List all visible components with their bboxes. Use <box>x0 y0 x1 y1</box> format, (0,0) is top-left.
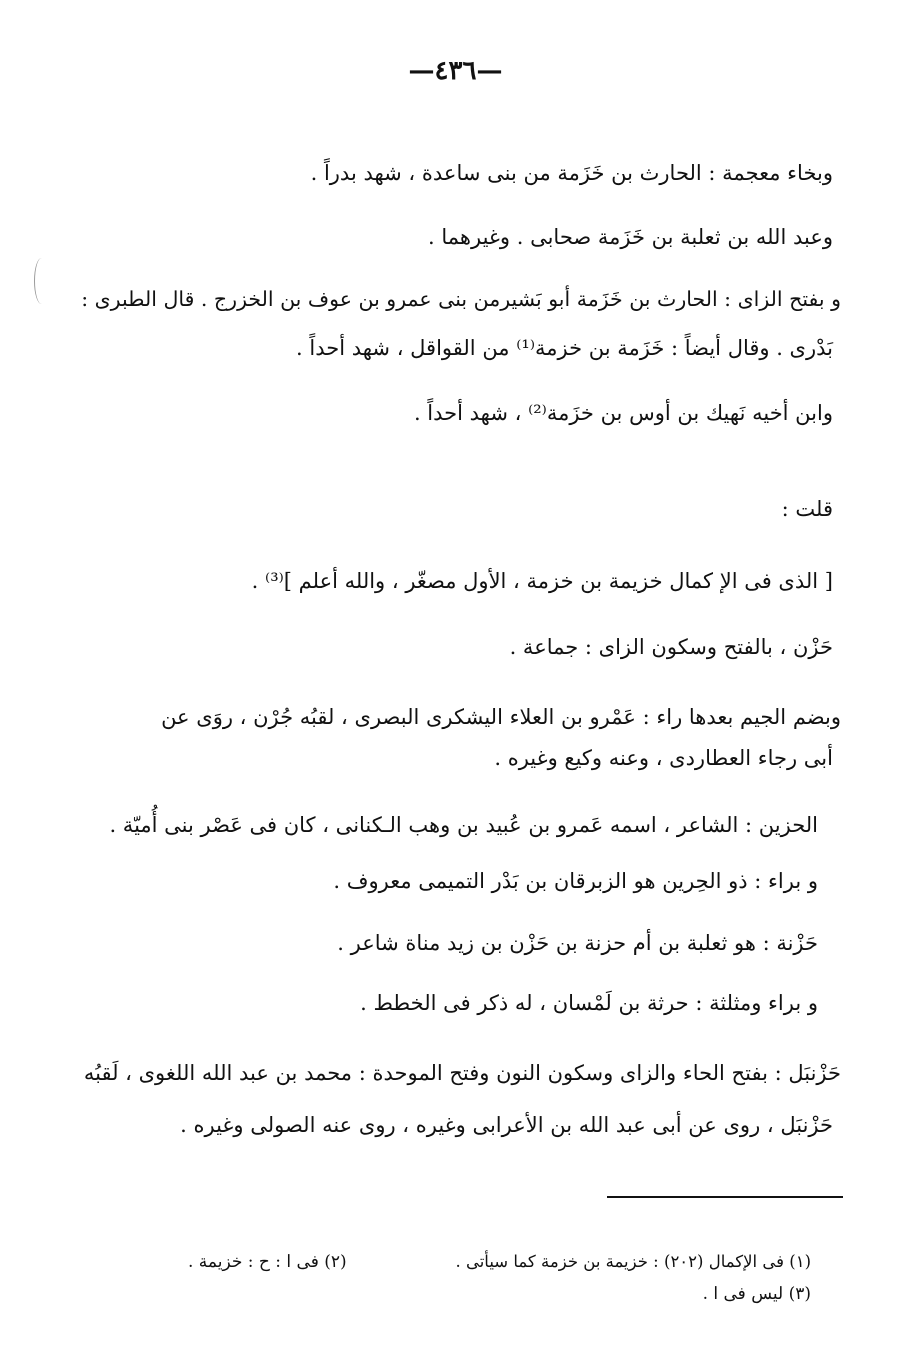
text-line-hazin: الحزين : الشاعر ، اسمه عَمرو بن عُبيد بن وهب الـكنانى ، كان فى عَصْر بنى أُميّة . <box>109 813 818 837</box>
text-line-hazn: حَزْن ، بالفتح وسكون الزاى : جماعة . <box>509 635 833 659</box>
margin-pencil-mark <box>34 258 49 304</box>
text-line-jurn-2: أبى رجاء العطاردى ، وعنه وكيع وغيره . <box>494 746 833 770</box>
text-line-haznabal-1: حَزْنبَل : بفتح الحاء والزاى وسكون النون وفتح الموحدة : محمد بن عبد الله اللغوى ، لَقبُه <box>83 1061 841 1085</box>
page-number: —٤٣٦— <box>408 56 503 86</box>
text-line-4: بَدْرى . وقال أيضاً : خَزَمة بن خزمة⁽¹⁾ من القواقل ، شهد أحداً . <box>296 336 833 360</box>
footnote-separator <box>607 1196 843 1198</box>
text-line-haznabal-2: حَزْنبَل ، روى عن أبى عبد الله بن الأعرابى وغيره ، روى عنه الصولى وغيره . <box>180 1113 833 1137</box>
footnote-2: (٢) فى ا : ح : خزيمة . <box>188 1252 347 1272</box>
text-line-1: وبخاء معجمة : الحارث بن خَزَمة من بنى ساعدة ، شهد بدراً . <box>310 161 833 185</box>
bracketed-editor-note: [ الذى فى الإ كمال خزيمة بن خزمة ، الأول مصغّر ، والله أعلم ]⁽³⁾ . <box>251 569 833 593</box>
text-line-5: وابن أخيه نَهيك بن أوس بن خزَمة⁽²⁾ ، شهد أحداً . <box>413 401 833 425</box>
section-heading-qult: قلت : <box>781 497 833 521</box>
footnote-3: (٣) ليس فى ا . <box>702 1284 811 1304</box>
text-line-jurn-1: وبضم الجيم بعدها راء : عَمْرو بن العلاء اليشكرى البصرى ، لقبُه جُرْن ، روَى عن <box>161 705 841 729</box>
footnote-1: (١) فى الإكمال (٢٠٢) : خزيمة بن خزمة كما سيأتى . <box>455 1252 811 1271</box>
text-line-2: وعبد الله بن ثعلبة بن خَزَمة صحابى . وغيرهما . <box>428 225 833 249</box>
text-line-hartha: و براء ومثلثة : حرثة بن لَمْسان ، له ذكر فى الخطط . <box>360 991 818 1015</box>
text-line-hazna: حَزْنة : هو ثعلبة بن أم حزنة بن حَزْن بن زيد مناة شاعر . <box>337 931 818 955</box>
text-line-hirin: و براء : ذو الحِرين هو الزبرقان بن بَدْر التميمى معروف . <box>333 869 818 893</box>
text-line-3: و بفتح الزاى : الحارث بن خَزَمة أبو بَشيرمن بنى عمرو بن عوف بن الخزرج . قال الطبرى : <box>81 287 841 311</box>
